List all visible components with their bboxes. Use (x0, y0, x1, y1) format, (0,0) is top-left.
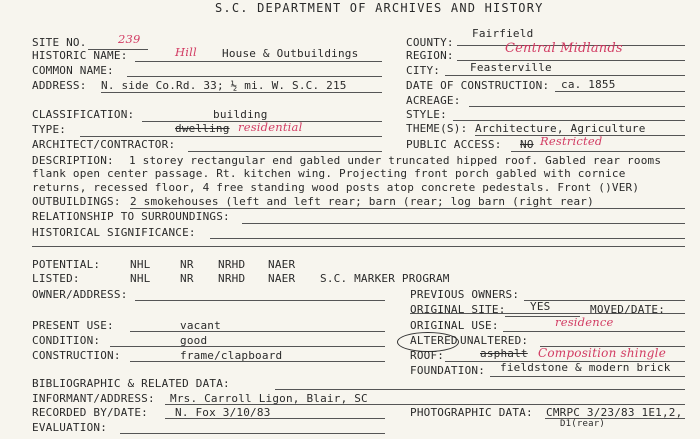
region-label: REGION: (406, 49, 454, 62)
moved-date-label: MOVED/DATE: (590, 303, 666, 316)
photographic-value-2: D1(rear) (560, 419, 605, 429)
photographic-label: PHOTOGRAPHIC DATA: (410, 406, 533, 419)
potential-nhl: NHL (130, 258, 151, 271)
site-no-label: SITE NO. (32, 36, 87, 49)
region-hand: Central Midlands (505, 41, 623, 56)
description-line-3: returns, recessed floor, 4 free standing wood posts atop concrete pedestals. Front ()VER) (32, 181, 640, 194)
photographic-value: CMRPC 3/23/83 1E1,2, (546, 406, 683, 419)
informant-value: Mrs. Carroll Ligon, Blair, SC (170, 392, 368, 405)
condition-line (110, 346, 385, 347)
photographic-line (545, 418, 685, 419)
acreage-line (469, 106, 685, 107)
roof-struck: asphalt (480, 347, 528, 360)
bibliographic-line (275, 389, 685, 390)
public-access-line (511, 151, 685, 152)
historic-name-line (135, 61, 382, 62)
city-value: Feasterville (470, 61, 552, 74)
description-line-2: flank open center passage. Rt. kitchen wing. Projecting front porch gabled with cornice (32, 167, 626, 180)
owner-line (135, 300, 385, 301)
recorded-label: RECORDED BY/DATE: (32, 406, 148, 419)
description-label: DESCRIPTION: (32, 154, 114, 167)
potential-naer: NAER (268, 258, 296, 271)
evaluation-line (120, 433, 385, 434)
historic-name-label: HISTORIC NAME: (32, 49, 128, 62)
listed-nr: NR (180, 272, 194, 285)
outbuildings-value: 2 smokehouses (left and left rear; barn (rear; log barn (right rear) (130, 195, 594, 208)
informant-line (165, 404, 685, 405)
county-label: COUNTY: (406, 36, 454, 49)
significance-line (210, 238, 685, 239)
original-use-label: ORIGINAL USE: (410, 319, 499, 332)
recorded-line (165, 418, 385, 419)
type-line (80, 136, 382, 137)
public-access-struck: NO (520, 138, 534, 151)
style-line (453, 120, 685, 121)
significance-label: HISTORICAL SIGNIFICANCE: (32, 226, 196, 239)
potential-nr: NR (180, 258, 194, 271)
present-use-label: PRESENT USE: (32, 319, 114, 332)
construction-value: frame/clapboard (180, 349, 283, 362)
altered-label: ALTERED (410, 334, 458, 347)
county-value: Fairfield (472, 27, 534, 40)
unaltered-label: UNALTERED: (460, 334, 529, 347)
date-label: DATE OF CONSTRUCTION: (406, 79, 550, 92)
construction-label: CONSTRUCTION: (32, 349, 121, 362)
outbuildings-label: OUTBUILDINGS: (32, 195, 121, 208)
original-use-hand: residence (555, 315, 614, 329)
recorded-value: N. Fox 3/10/83 (175, 406, 271, 419)
classification-label: CLASSIFICATION: (32, 108, 135, 121)
construction-line (130, 361, 385, 362)
condition-label: CONDITION: (32, 334, 101, 347)
common-name-label: COMMON NAME: (32, 64, 114, 77)
listed-naer: NAER (268, 272, 296, 285)
previous-owners-label: PREVIOUS OWNERS: (410, 288, 520, 301)
form-title: S.C. DEPARTMENT OF ARCHIVES AND HISTORY (215, 1, 544, 15)
historic-name-value: House & Outbuildings (222, 47, 359, 60)
style-label: STYLE: (406, 108, 447, 121)
description-line-1: 1 storey rectangular end gabled under truncated hipped roof. Gabled rear rooms (129, 154, 662, 167)
date-line (555, 91, 685, 92)
themes-value: Architecture, Agriculture (475, 122, 646, 135)
type-label: TYPE: (32, 123, 67, 136)
classification-value: building (213, 108, 268, 121)
present-use-line (130, 331, 385, 332)
owner-label: OWNER/ADDRESS: (32, 288, 128, 301)
architect-label: ARCHITECT/CONTRACTOR: (32, 138, 176, 151)
listed-label: LISTED: (32, 272, 80, 285)
roof-label: ROOF: (410, 349, 445, 362)
evaluation-label: EVALUATION: (32, 421, 108, 434)
potential-nrhd: NRHD (218, 258, 246, 271)
original-use-line (503, 331, 685, 332)
date-value: ca. 1855 (561, 78, 616, 91)
address-label: ADDRESS: (32, 79, 87, 92)
public-access-label: PUBLIC ACCESS: (406, 138, 502, 151)
bibliographic-label: BIBLIOGRAPHIC & RELATED DATA: (32, 377, 230, 390)
site-no-value: 239 (118, 32, 141, 46)
original-site-label: ORIGINAL SITE: (410, 303, 506, 316)
condition-value: good (180, 334, 208, 347)
common-name-line (127, 76, 382, 77)
marker-program: S.C. MARKER PROGRAM (320, 272, 450, 285)
address-value: N. side Co.Rd. 33; ½ mi. W. S.C. 215 (101, 79, 347, 92)
historic-name-hand: Hill (175, 45, 197, 59)
foundation-line (490, 376, 685, 377)
architect-line (188, 151, 382, 152)
acreage-label: ACREAGE: (406, 94, 461, 107)
public-access-hand: Restricted (540, 134, 603, 148)
city-label: CITY: (406, 64, 441, 77)
informant-label: INFORMANT/ADDRESS: (32, 392, 155, 405)
address-line (101, 92, 382, 93)
potential-label: POTENTIAL: (32, 258, 101, 271)
relationship-label: RELATIONSHIP TO SURROUNDINGS: (32, 210, 230, 223)
section-divider (32, 246, 685, 247)
foundation-label: FOUNDATION: (410, 364, 486, 377)
city-line (445, 75, 685, 76)
foundation-value: fieldstone & modern brick (500, 361, 671, 374)
roof-hand: Composition shingle (538, 346, 666, 360)
type-hand: residential (238, 120, 303, 134)
listed-nrhd: NRHD (218, 272, 246, 285)
original-site-value: YES (530, 300, 551, 313)
listed-nhl: NHL (130, 272, 151, 285)
outbuildings-line (130, 208, 685, 209)
type-struck: dwelling (175, 122, 230, 135)
present-use-value: vacant (180, 319, 221, 332)
relationship-line (242, 223, 685, 224)
themes-label: THEME(S): (406, 122, 468, 135)
